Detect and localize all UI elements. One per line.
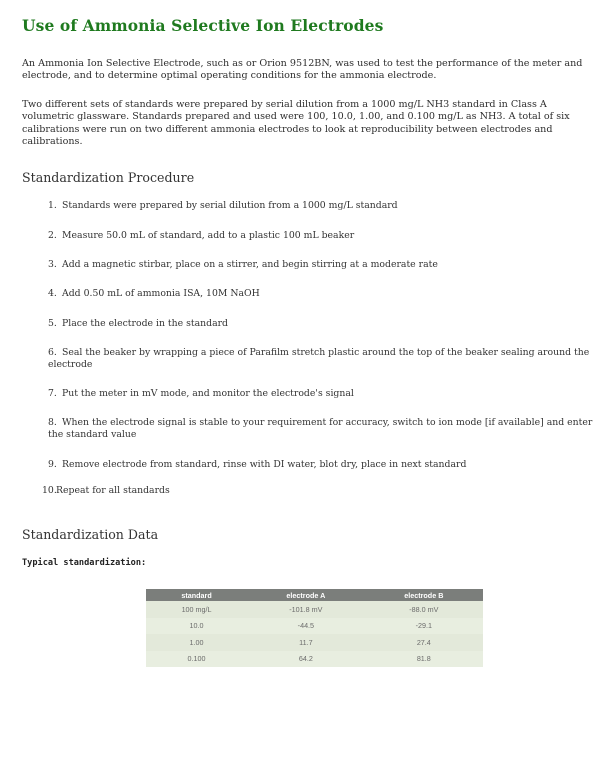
table-row — [146, 618, 483, 635]
procedure-step: 2. Measure 50.0 mL of standard, add to a plastic 100 mL beaker — [48, 230, 355, 241]
procedure-step: 8. When the electrode signal is stable to your requirement for accuracy, switch to ion mode [if available] and enter the standard value — [48, 417, 593, 440]
table-cell: 10.0 — [146, 618, 247, 635]
table-cell: -29.1 — [365, 618, 483, 635]
table-cell: 64.2 — [247, 651, 365, 668]
intro-paragraph: An Ammonia Ion Selective Electrode, such as or Orion 9512BN, was used to test the performance of the meter and electrode, and to determine optimal operating conditions for the ammonia electrode. — [22, 58, 583, 82]
procedure-step: 4. Add 0.50 mL of ammonia ISA, 10M NaOH — [48, 288, 260, 299]
procedure-heading: Standardization Procedure — [22, 170, 195, 185]
procedure-step: 9. Remove electrode from standard, rinse with DI water, blot dry, place in next standard — [48, 459, 467, 470]
table-cell: -44.5 — [247, 618, 365, 635]
procedure-step: 6. Seal the beaker by wrapping a piece of Parafilm stretch plastic around the top of the beaker sealing around the electrode — [48, 347, 590, 370]
table-cell: 81.8 — [365, 651, 483, 668]
column-header: electrode B — [365, 589, 483, 601]
procedure-step: 10.Repeat for all standards — [42, 485, 170, 496]
page-title: Use of Ammonia Selective Ion Electrodes — [22, 16, 384, 35]
table-caption: Typical standardization: — [22, 558, 147, 568]
column-header: electrode A — [247, 589, 365, 601]
table-cell: 27.4 — [365, 634, 483, 651]
table-cell: 0.100 — [146, 651, 247, 668]
standards-paragraph: Two different sets of standards were prepared by serial dilution from a 1000 mg/L NH3 standard in Class A volumetric glassware. Standards prepared and used were 100, 10.0, 1.00, and 0.100 mg/L as NH3. A total of six calibrations were run on two different ammonia electrodes to look at reproducibility between electrodes and calibrations. — [22, 99, 570, 148]
procedure-step: 7. Put the meter in mV mode, and monitor the electrode's signal — [48, 388, 354, 399]
table-row — [146, 651, 483, 668]
procedure-step: 3. Add a magnetic stirbar, place on a stirrer, and begin stirring at a moderate rate — [48, 259, 438, 270]
standardization-table — [146, 589, 483, 667]
table-cell: 1.00 — [146, 634, 247, 651]
table-header-row — [146, 589, 483, 601]
table-cell: -101.8 mV — [247, 601, 365, 618]
column-header: standard — [146, 589, 247, 601]
data-heading: Standardization Data — [22, 527, 159, 542]
procedure-step: 1. Standards were prepared by serial dilution from a 1000 mg/L standard — [48, 200, 398, 211]
table-cell: 100 mg/L — [146, 601, 247, 618]
table-cell: -88.0 mV — [365, 601, 483, 618]
table-row — [146, 601, 483, 618]
procedure-step: 5. Place the electrode in the standard — [48, 318, 229, 329]
table-row — [146, 634, 483, 651]
table-cell: 11.7 — [247, 634, 365, 651]
